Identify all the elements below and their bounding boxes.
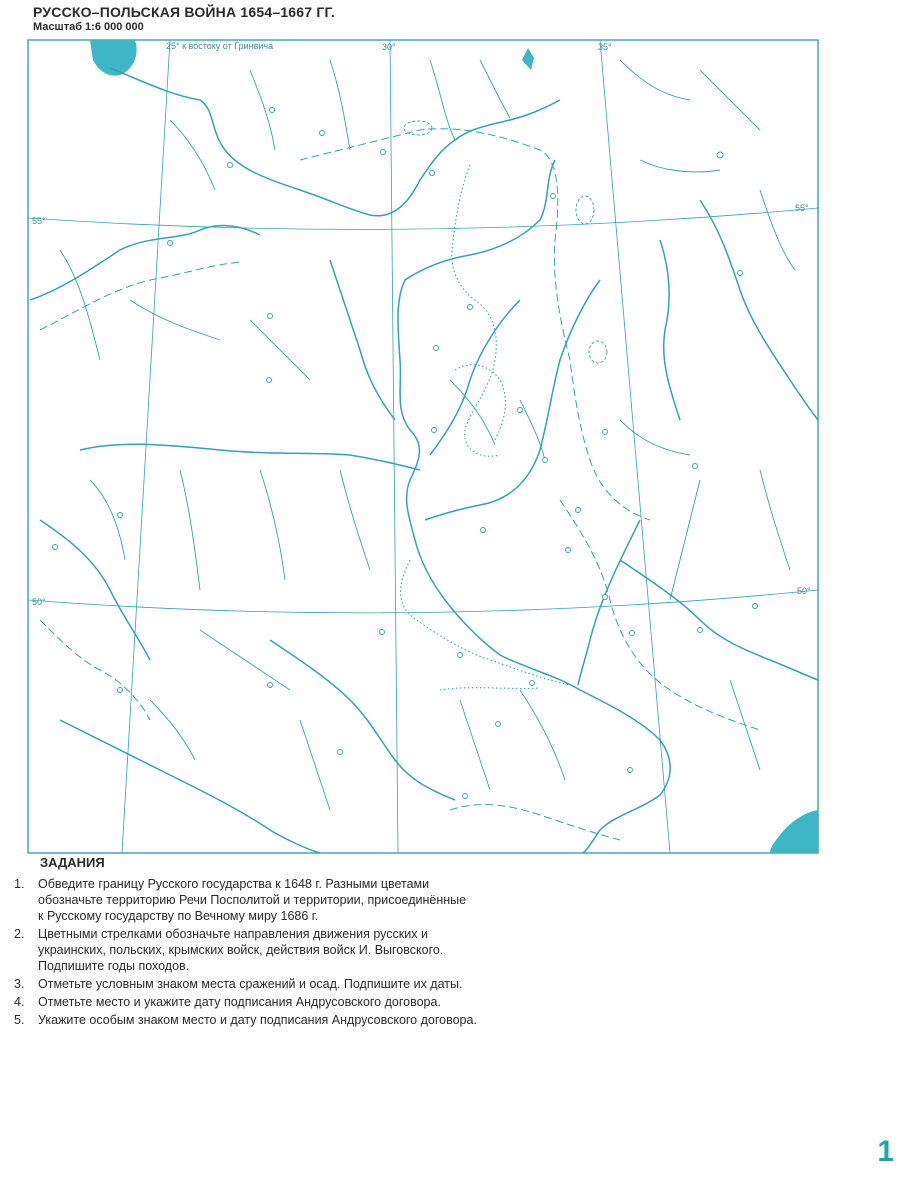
task-number: 2. xyxy=(14,927,25,941)
tasks-heading: ЗАДАНИЯ xyxy=(40,855,105,870)
river-upper-right xyxy=(700,200,818,420)
river-pripyat xyxy=(80,444,420,470)
border-dash-3 xyxy=(40,620,150,720)
map-scale: Масштаб 1:6 000 000 xyxy=(33,21,144,33)
task-text: Отметьте условным знаком места сражений и осад. Подпишите их даты. xyxy=(38,977,463,991)
parallel-50-right-label: 50° xyxy=(797,586,811,596)
river-western-bug xyxy=(40,520,150,660)
river-oka xyxy=(660,240,680,420)
task-number: 5. xyxy=(14,1013,25,1027)
task-number: 4. xyxy=(14,995,25,1009)
tasks-list xyxy=(14,876,574,1028)
task-item-3 xyxy=(14,976,574,992)
river-dniester xyxy=(60,720,320,853)
river-desna xyxy=(425,280,600,520)
river-dnieper xyxy=(398,160,670,853)
rivers-main xyxy=(30,68,818,853)
task-text: Отметьте место и укажите дату подписания Андрусовского договора. xyxy=(38,995,441,1009)
lake-oval-3 xyxy=(589,341,607,363)
task-number: 3. xyxy=(14,977,25,991)
sea-of-azov xyxy=(770,810,818,853)
task-item-2 xyxy=(14,926,574,974)
map-frame xyxy=(28,40,818,853)
river-neman xyxy=(30,225,260,300)
river-sozh xyxy=(430,300,520,455)
task-text: Цветными стрелками обозначьте направления движения русских и украинских, польских, крымских войск, действия войск И. Выговского. Подпишите годы походов. xyxy=(38,927,444,973)
rivers-minor xyxy=(60,60,795,810)
border-dotted-3 xyxy=(440,688,540,690)
meridian-30-label: 30° xyxy=(382,42,396,52)
lakes-outline xyxy=(404,121,607,363)
parallel-50 xyxy=(28,590,818,613)
river-berezina xyxy=(330,260,395,420)
parallel-50-left-label: 50° xyxy=(32,597,46,607)
task-item-5 xyxy=(14,1012,574,1028)
map-title: РУССКО–ПОЛЬСКАЯ ВОЙНА 1654–1667 ГГ. xyxy=(33,4,335,20)
settlements xyxy=(53,108,758,799)
task-item-4 xyxy=(14,994,574,1010)
lake-oval-2 xyxy=(576,196,594,224)
border-dotted-1 xyxy=(452,165,500,456)
task-text: Обведите границу Русского государства к 1648 г. Разными цветами обозначьте территорию Речи Посполитой и территории, присоединённые к Русскому государству по Вечному миру 1686 г. xyxy=(38,877,467,923)
page-number: 1 xyxy=(877,1135,894,1168)
border-dotted-2 xyxy=(401,560,570,685)
parallel-55 xyxy=(28,208,818,229)
river-southern-bug xyxy=(270,640,455,800)
meridian-30 xyxy=(390,40,398,853)
tasks-section xyxy=(14,855,574,1030)
meridian-25-label: 25° к востоку от Гринвича xyxy=(166,41,274,51)
border-dash-4 xyxy=(450,805,620,840)
lake xyxy=(522,48,534,70)
meridian-25 xyxy=(122,40,170,853)
border-dash-1 xyxy=(40,129,650,520)
baltic-gulf xyxy=(90,40,137,76)
lake-oval-1 xyxy=(404,121,432,135)
task-number: 1. xyxy=(14,877,25,891)
task-text: Укажите особым знаком место и дату подписания Андрусовского договора. xyxy=(38,1013,477,1027)
river-psel xyxy=(578,520,640,685)
parallel-55-left-label: 55° xyxy=(32,216,46,226)
river-western-dvina xyxy=(110,68,560,216)
meridian-35-label: 35° xyxy=(598,42,612,52)
parallel-55-right-label: 55° xyxy=(795,203,809,213)
task-item-1 xyxy=(14,876,574,924)
